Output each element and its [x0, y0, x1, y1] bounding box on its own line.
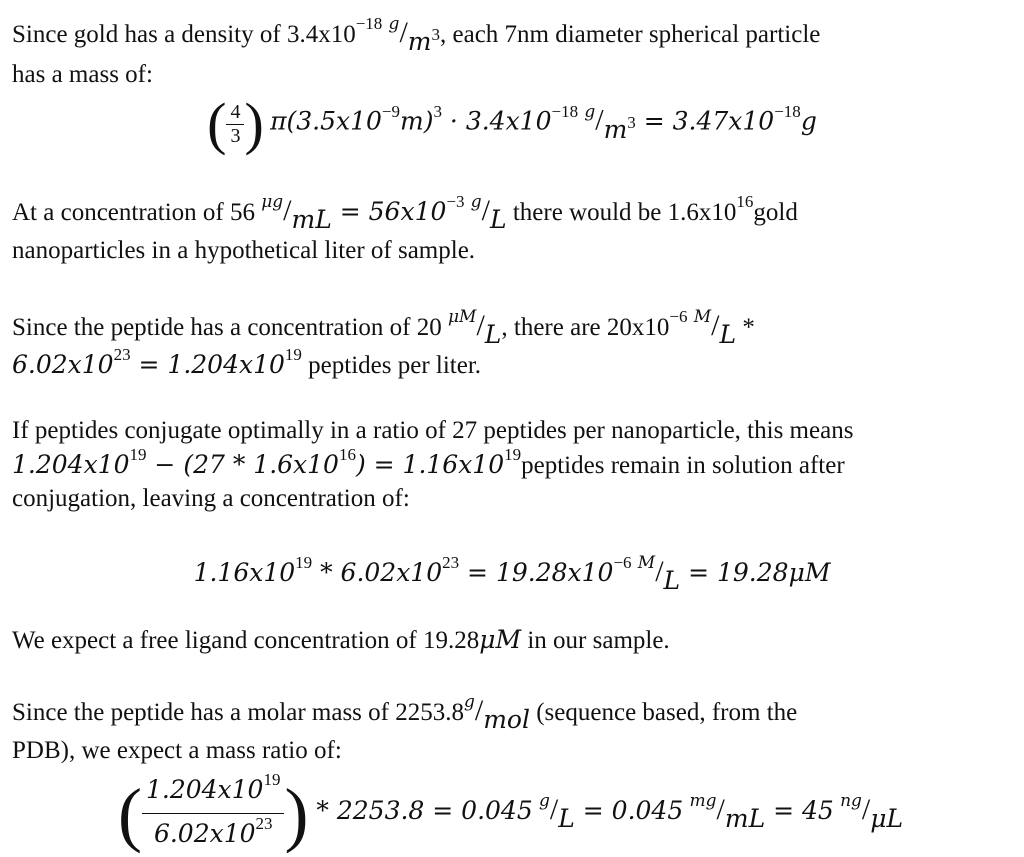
exponent: 19: [504, 445, 522, 464]
unit-numerator: g: [470, 192, 482, 212]
exponent: −9: [381, 101, 401, 121]
peptide-text: , there are 20x10: [501, 314, 670, 341]
fraction-numerator: 1.204x10: [145, 775, 264, 804]
exponent: 23: [442, 553, 460, 572]
equation-term: 6.02x10: [12, 350, 114, 379]
equation-term: * 6.02x10: [312, 558, 443, 587]
fraction-numerator: 4: [226, 101, 244, 125]
exponent: 19: [129, 445, 147, 464]
unit-numerator: g: [463, 692, 475, 712]
equation-term: π(3.5x10: [270, 106, 382, 136]
unit-denominator: mL: [291, 205, 332, 234]
molar-text: Since the peptide has a molar mass of 2253.8: [12, 699, 464, 726]
density-sentence: Since gold has a density of $3.4x10^{-18}$ $^g$/m3, each 7nm diameter spherical particle: [12, 14, 821, 56]
exponent: −18: [551, 101, 579, 121]
equation-term: = 0.045: [574, 796, 684, 826]
peptide-concentration-sentence: Since the peptide has a concentration of 20 $^{\mu M}$/L, there are $20x10^{-6}$ $^M$/L *: [12, 307, 755, 349]
equation-term: ) = 1.16x10: [355, 450, 505, 479]
exponent: −18: [355, 14, 383, 33]
fraction-denominator: 3: [230, 124, 241, 147]
unit-denominator: μL: [870, 804, 904, 834]
unit-numerator: μg: [261, 192, 284, 212]
molar-text: (sequence based, from the: [529, 699, 798, 726]
exponent: 19: [284, 345, 302, 364]
unit-denominator: mol: [483, 705, 530, 734]
equation-term: = 19.28x10: [459, 558, 614, 587]
equation-term: m): [400, 106, 434, 136]
molar-mass-line2: PDB), we expect a mass ratio of:: [12, 737, 342, 764]
equation-term: = 56x10: [331, 197, 447, 226]
equation-term: = 1.204x10: [130, 350, 285, 379]
result-unit: g: [800, 106, 817, 136]
expected-text: in our sample.: [521, 627, 670, 654]
exponent: 3: [627, 112, 636, 132]
peptide-text: Since the peptide has a concentration of 20: [12, 314, 442, 341]
concentration-sentence: At a concentration of 56 $^{\mu g}/mL = 56x10^{-3}$ $^g$/L there would be $1.6x10^{16}gold$: [12, 192, 798, 234]
unit: μM: [479, 625, 522, 654]
unit-denominator: mL: [724, 804, 766, 834]
unit-numerator: M: [693, 307, 712, 327]
exponent: 23: [255, 814, 273, 833]
exponent: 3: [431, 25, 440, 44]
equation-result: = 45: [765, 796, 834, 826]
unit-numerator: μM: [447, 307, 477, 327]
peptide-line2: [12, 345, 482, 383]
equation-term: − (27 * 1.6x10: [146, 450, 339, 479]
unit-denominator: L: [558, 804, 575, 834]
molar-mass-sentence: Since the peptide has a molar mass of 2253.8$^g$/mol (sequence based, from the: [12, 692, 798, 734]
unit-denominator: L: [489, 205, 507, 234]
unit-numerator: mg: [689, 791, 717, 812]
mass-equation: ( $\frac{4}{3}$ ) $\pi(3.5x10^{-9}m)^3 \cdot 3.4x10^{-18}$ $^g/m3 = 3.47x10^{-18}g$: [207, 91, 817, 156]
equation-result: = 19.28μM: [680, 558, 831, 587]
equation-term: · 3.4x10: [441, 106, 552, 136]
density-text-end: , each 7nm diameter spherical particle: [440, 21, 821, 48]
conjugation-text: peptides remain in solution after: [521, 452, 845, 479]
equation-result: = 3.47x10: [635, 106, 775, 136]
exponent: −6: [613, 553, 632, 572]
concentration-text: gold: [753, 199, 798, 226]
fraction-denominator: 6.02x10: [153, 819, 256, 848]
conjugation-line3: conjugation, leaving a concentration of:: [12, 485, 410, 512]
exponent: −3: [446, 192, 465, 211]
unit-numerator: g: [388, 14, 400, 34]
unit-denominator: L: [484, 320, 502, 349]
equation-term: 1.16x10: [193, 558, 296, 587]
conjugation-sentence: If peptides conjugate optimally in a ratio of 27 peptides per nanoparticle, this means: [12, 417, 854, 444]
unit-denominator: L: [719, 320, 737, 349]
density-text: Since gold has a density of 3.4x10: [12, 21, 356, 48]
peptide-text: peptides per liter.: [301, 352, 482, 379]
expected-ligand-sentence: [12, 625, 670, 656]
unit-denominator: m: [407, 27, 432, 56]
free-ligand-equation: $1.16x10^{19} * 6.02x10^{23} = 19.28x10^{-6}$ $^M$/L = 19.28μM: [193, 553, 831, 595]
mass-intro: has a mass of:: [12, 61, 153, 88]
unit-numerator: g: [584, 101, 596, 122]
exponent: −6: [669, 307, 688, 326]
unit-numerator: ng: [840, 791, 862, 812]
expected-text: We expect a free ligand concentration of 19.28: [12, 627, 480, 654]
concentration-line2: nanoparticles in a hypothetical liter of sample.: [12, 237, 476, 264]
exponent: 16: [736, 192, 754, 211]
exponent: 3: [433, 101, 442, 121]
concentration-text: At a concentration of 56: [12, 199, 255, 226]
unit-numerator: M: [637, 553, 656, 573]
equation-term: * 2253.8 = 0.045: [308, 796, 533, 826]
unit-denominator: m: [603, 114, 628, 144]
equation-term: 1.204x10: [12, 450, 130, 479]
unit-denominator: L: [663, 566, 681, 595]
exponent: 19: [295, 553, 313, 572]
unit-numerator: g: [538, 791, 550, 812]
exponent: 19: [263, 770, 281, 789]
conjugation-line2: [12, 445, 845, 483]
mass-ratio-equation: ( $\frac{1.204x10^{19}}{6.02x10^{23}}$ ) * 2253.8 = 0.045 $^g$/L = 0.045 $^{mg}$/mL = 45 $^{ng}$/μL: [118, 770, 904, 854]
concentration-text: there would be 1.6x10: [506, 199, 737, 226]
exponent: −18: [774, 101, 801, 121]
exponent: 23: [113, 345, 131, 364]
operator: *: [736, 314, 755, 341]
exponent: 16: [338, 445, 356, 464]
